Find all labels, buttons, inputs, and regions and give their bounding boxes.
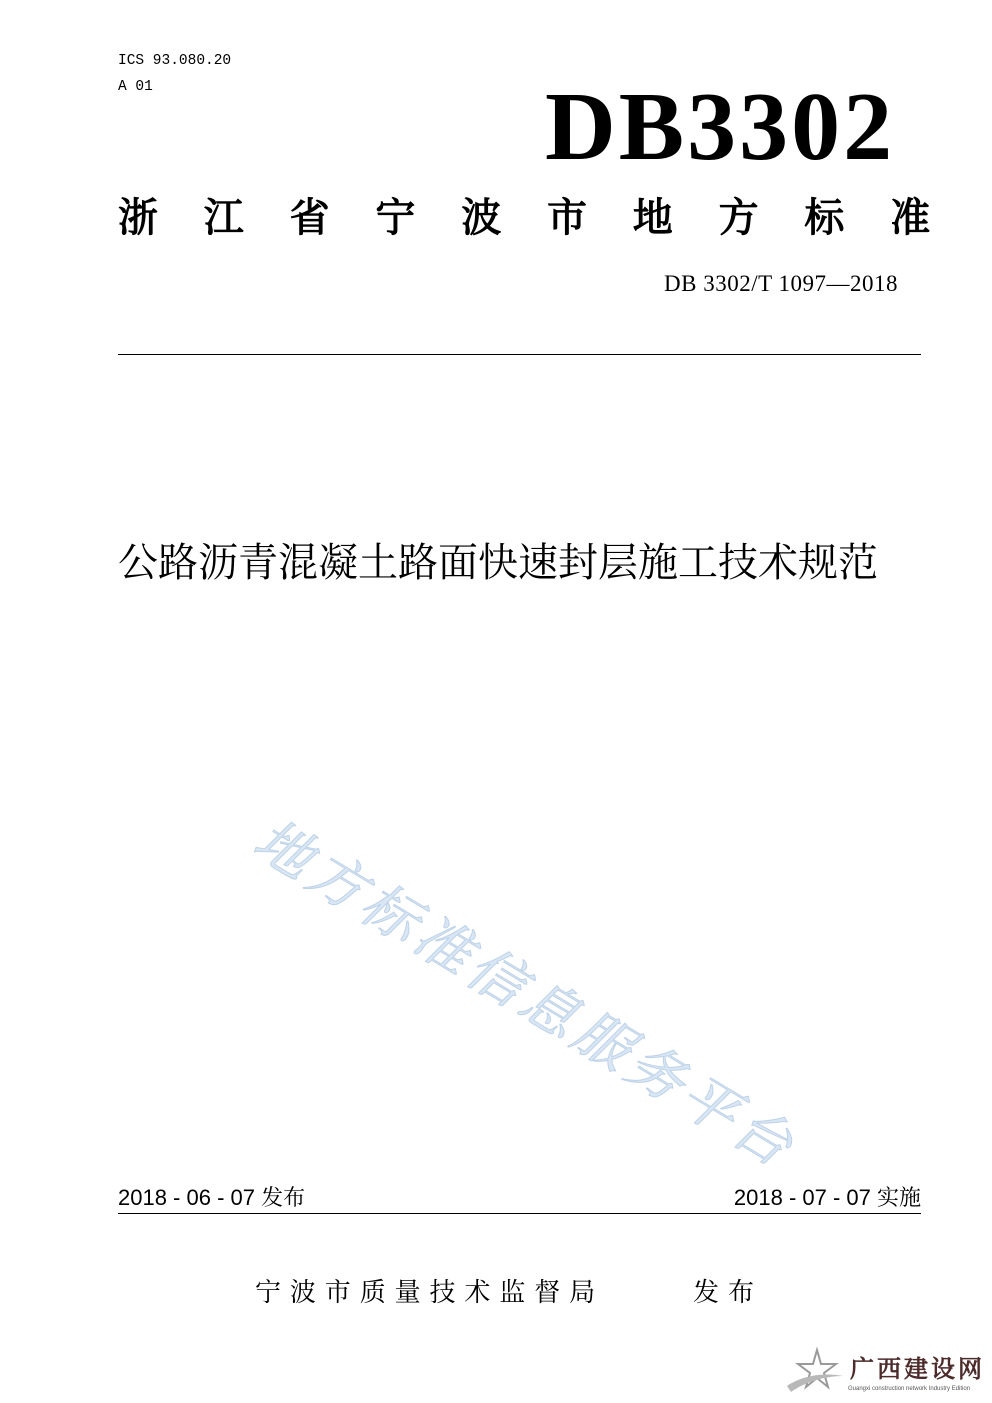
publish-date: 2018 - 06 - 07 发布 [118, 1185, 306, 1210]
db-code-heading: DB3302 [545, 73, 896, 181]
logo-name: 广西建设网 [850, 1354, 985, 1383]
implement-date: 2018 - 07 - 07 实施 [733, 1185, 921, 1210]
document-title: 公路沥青混凝土路面快速封层施工技术规范 [118, 540, 878, 586]
logo-subtitle: Guangxi construction network Industry Edition [848, 1386, 971, 1392]
watermark: 地方标准信息服务平台 [242, 807, 808, 1183]
ccs-code: A 01 [118, 79, 153, 95]
ics-code: ICS 93.080.20 [118, 53, 232, 69]
bottom-divider [118, 1213, 921, 1214]
top-divider [118, 354, 921, 355]
issuing-authority: 宁波市质量技术监督局 [255, 1278, 605, 1308]
standard-type-heading: 浙江省宁波市地方标准 [118, 195, 976, 241]
issue-action-label: 发布 [693, 1278, 764, 1308]
star-swoosh-icon [783, 1346, 845, 1398]
swoosh-shape [787, 1374, 843, 1392]
standard-number: DB 3302/T 1097—2018 [664, 271, 898, 296]
